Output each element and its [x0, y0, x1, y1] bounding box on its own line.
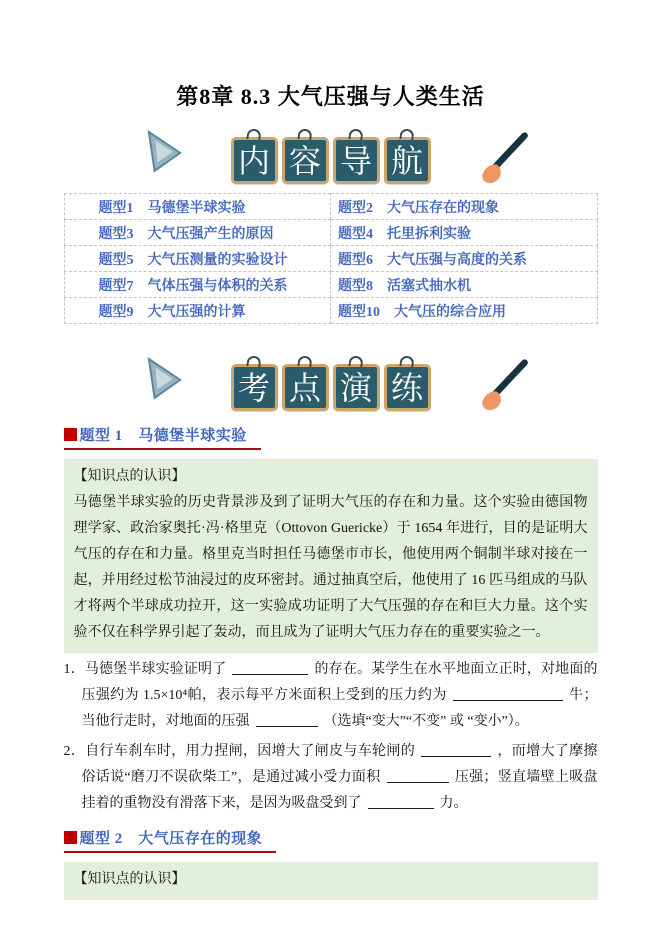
nav-cell-tag: 题型5	[98, 252, 134, 268]
nav-cell	[331, 246, 598, 272]
question-text: 压强；竖直墙壁上吸盘挂着的重物没有滑落下来，是因为吸盘受到了	[81, 770, 598, 811]
question-text: 自行车刹车时，用力捏闸，因增大了闸皮与车轮闸的	[85, 744, 416, 759]
nav-cell-label: 大气压存在的现象	[387, 200, 499, 216]
nav-cell-label: 大气压强产生的原因	[147, 226, 274, 242]
nav-cell	[331, 272, 598, 298]
table-row	[64, 194, 597, 220]
hanger-clip-icon	[399, 128, 414, 141]
banner-char: 演	[339, 369, 372, 406]
section-heading-text: 题型 2 大气压存在的现象	[79, 831, 263, 847]
fill-in-blank[interactable]	[387, 768, 449, 783]
knowledge-box-topic2	[64, 862, 598, 900]
triangle-cursor-icon	[146, 354, 184, 400]
question-text: 的存在。某学生在水平地面立正时，对地面的压强约为 1.5×10⁴帕，表示每平方米面积上受到的压力约为	[81, 662, 598, 703]
fill-in-blank[interactable]	[368, 794, 434, 809]
banner-char: 导	[339, 142, 372, 179]
hanger-clip-icon	[348, 355, 363, 368]
question-text: 马德堡半球实验证明了	[84, 662, 227, 677]
section-heading-topic1	[64, 424, 261, 450]
nav-cell-label: 大气压的综合应用	[394, 304, 506, 320]
banner-tile	[282, 364, 329, 411]
hanger-clip-icon	[297, 355, 312, 368]
nav-cell	[64, 194, 331, 220]
nav-cell-tag: 题型9	[98, 304, 134, 320]
nav-cell-label: 托里拆利实验	[387, 226, 471, 242]
banner-char: 航	[390, 142, 423, 179]
banner-char: 内	[237, 142, 270, 179]
triangle-cursor-icon	[146, 127, 184, 173]
nav-cell	[331, 194, 598, 220]
nav-cell-label: 大气压强的计算	[147, 304, 246, 320]
nav-cell-label: 大气压强与高度的关系	[387, 252, 527, 268]
nav-cell-tag: 题型8	[338, 278, 373, 294]
hanger-clip-icon	[246, 128, 261, 141]
banner-content-nav	[0, 125, 661, 189]
nav-cell	[64, 220, 331, 246]
section-heading-text: 题型 1 马德堡半球实验	[79, 428, 247, 444]
nav-cell	[64, 298, 331, 324]
question-text: （选填“变大”“不变” 或 “变小”）。	[323, 714, 529, 729]
red-square-bullet	[64, 428, 77, 441]
nav-cell-tag: 题型1	[98, 200, 134, 216]
question-text: 力。	[439, 796, 468, 811]
knowledge-box-text: 马德堡半球实验的历史背景涉及到了证明大气压的存在和力量。这个实验由德国物理学家、政治家奥托·冯·格里克（Ottovon Guericke）于 1654 年进行，目的是证明大气压的存在和力量。格里克当时担任马德堡市市长，他使用两个铜制半球对接在一起，并用经过松节油浸过的皮环密封。通过抽真空后，他使用了 16 匹马组成的马队才将两个半球成功拉开，这一实验成功证明了大气压强的存在和巨大力量。这个实验不仅在科学界引起了轰动，而且成为了证明大气压力存在的重要实验之一。	[73, 495, 588, 640]
page-title: 第8章 8.3 大气压强与人类生活	[176, 84, 485, 109]
banner-char: 容	[288, 142, 321, 179]
banner-tile	[282, 137, 329, 184]
question-1	[64, 657, 598, 735]
nav-cell	[331, 298, 598, 324]
banner-char: 点	[288, 369, 321, 406]
table-row	[64, 246, 597, 272]
fill-in-blank[interactable]	[232, 660, 308, 675]
question-text: 牛；当他行走时，对地面的压强	[81, 688, 598, 729]
nav-cell-label: 气体压强与体积的关系	[147, 278, 288, 294]
paintbrush-icon	[477, 356, 533, 414]
banner-tile	[231, 364, 278, 411]
banner-practice	[0, 352, 661, 416]
fill-in-blank[interactable]	[421, 742, 491, 757]
nav-cell	[64, 246, 331, 272]
red-square-bullet	[64, 831, 77, 844]
nav-cell-tag: 题型6	[338, 252, 373, 268]
table-row	[64, 298, 597, 324]
nav-cell-tag: 题型4	[338, 226, 373, 242]
question-2	[64, 739, 598, 817]
hanger-clip-icon	[399, 355, 414, 368]
section-heading-topic2	[64, 827, 277, 853]
hanger-clip-icon	[348, 128, 363, 141]
question-number: 2．	[63, 744, 86, 759]
nav-cell	[64, 272, 331, 298]
nav-cell-tag: 题型3	[98, 226, 134, 242]
banner-tile	[333, 137, 380, 184]
question-text: ，而增大了摩擦 俗话说“磨刀不误砍柴工”，是通过减小受力面积	[81, 744, 598, 785]
banner-tile	[384, 364, 431, 411]
nav-cell-tag: 题型7	[98, 278, 134, 294]
banner-tile	[333, 364, 380, 411]
hanger-clip-icon	[246, 355, 261, 368]
banner-tile	[384, 137, 431, 184]
table-row	[64, 220, 597, 246]
fill-in-blank[interactable]	[256, 712, 318, 727]
table-row	[64, 272, 597, 298]
nav-cell-label: 马德堡半球实验	[147, 200, 246, 216]
knowledge-box-title: 【知识点的认识】	[73, 469, 186, 484]
nav-cell-tag: 题型10	[338, 304, 380, 320]
banner-tile	[231, 137, 278, 184]
hanger-clip-icon	[297, 128, 312, 141]
paintbrush-icon	[477, 129, 533, 187]
knowledge-box-topic1	[64, 459, 598, 653]
question-number: 1．	[63, 662, 85, 677]
nav-cell	[331, 220, 598, 246]
banner-char: 考	[237, 369, 270, 406]
content-nav-table	[64, 193, 598, 324]
nav-cell-label: 大气压测量的实验设计	[147, 252, 288, 268]
banner-char: 练	[390, 369, 423, 406]
nav-cell-label: 活塞式抽水机	[387, 278, 471, 294]
knowledge-box-title: 【知识点的认识】	[73, 872, 186, 887]
fill-in-blank[interactable]	[453, 686, 563, 701]
nav-cell-tag: 题型2	[338, 200, 373, 216]
